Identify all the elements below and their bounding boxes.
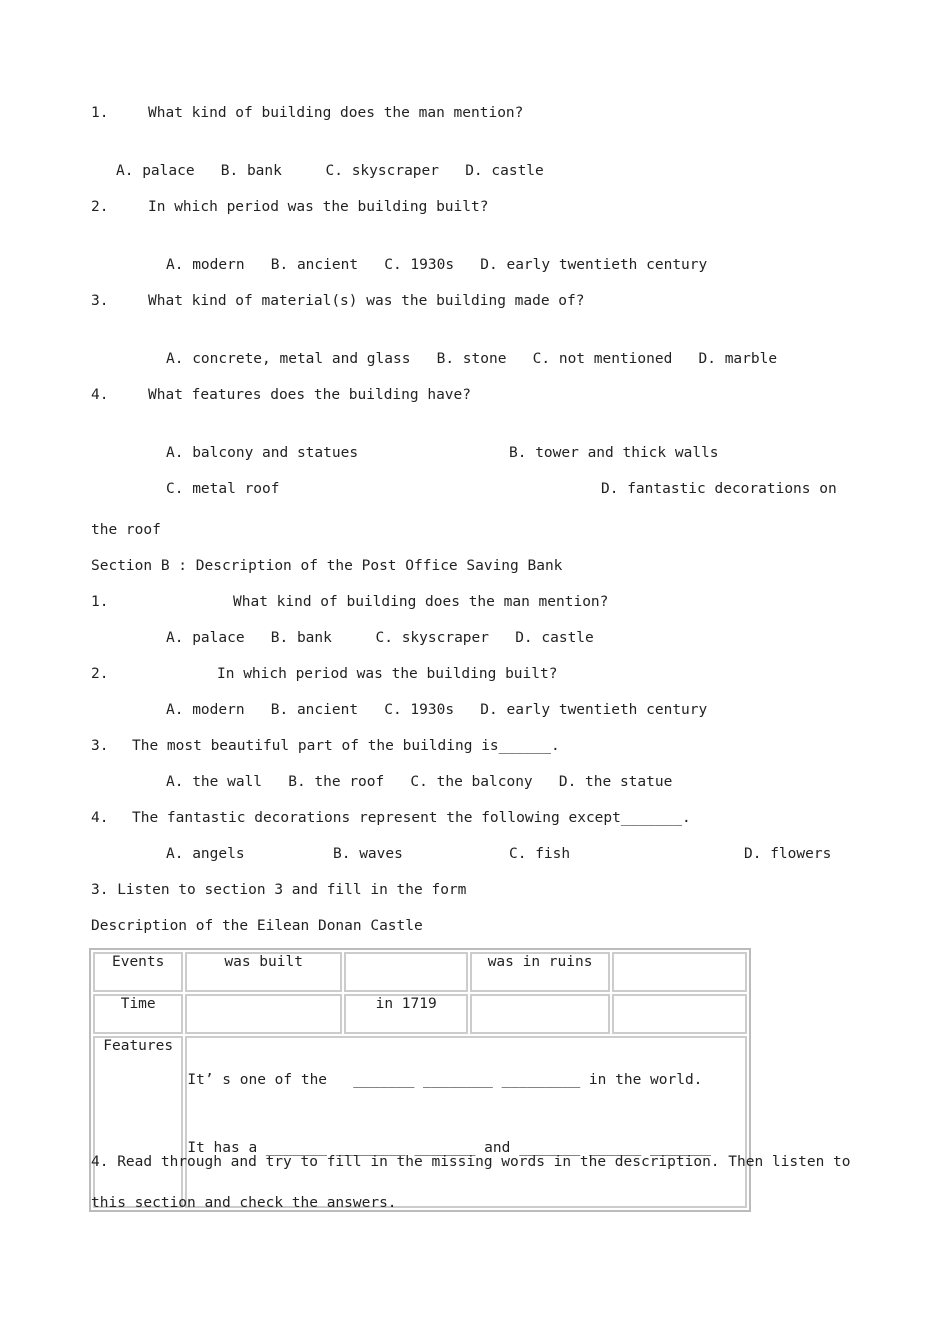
features-cell[interactable] (185, 1036, 747, 1208)
question-text: In which period was the building built? (217, 666, 558, 682)
answer-options: A. concrete, metal and glass B. stone C. not mentioned D. marble (166, 351, 778, 367)
castle-form-table (89, 948, 751, 1212)
answer-options: A. modern B. ancient C. 1930s D. early twentieth century (166, 702, 708, 718)
answer-options: A. the wall B. the roof C. the balcony D. the statue (166, 774, 673, 790)
answer-option-wrap: the roof (91, 522, 161, 538)
question-number: 3. (91, 738, 109, 754)
form-title: Description of the Eilean Donan Castle (91, 918, 423, 934)
row-label-time: Time (93, 994, 183, 1034)
question-text: What kind of material(s) was the building made of? (148, 293, 585, 309)
row-label-events: Events (93, 952, 183, 992)
question-number: 1. (91, 105, 109, 121)
answer-option-b: B. tower and thick walls (509, 445, 719, 461)
answer-option-c: C. metal roof (166, 481, 280, 497)
answer-option-b: B. waves (333, 846, 403, 862)
section4-instruction-line1: 4. Read through and try to fill in the missing words in the description. Then listen to (91, 1154, 851, 1170)
cell-was-built: was built (185, 952, 342, 992)
section-heading: Section B : Description of the Post Office Saving Bank (91, 558, 563, 574)
section-instruction: 3. Listen to section 3 and fill in the form (91, 882, 467, 898)
question-text: In which period was the building built? (148, 199, 489, 215)
features-line-1: It’ s one of the _______ ________ _________ in the world. (187, 1072, 703, 1088)
question-text: What kind of building does the man mention? (148, 105, 524, 121)
table-row-events (93, 952, 747, 992)
question-text: What features does the building have? (148, 387, 472, 403)
features-line-2: It has a _______ ________ _______ and _______ ______ _______ (187, 1140, 712, 1156)
blank-cell[interactable] (470, 994, 609, 1034)
answer-option-a: A. balcony and statues (166, 445, 359, 461)
question-number: 2. (91, 666, 109, 682)
question-text: The fantastic decorations represent the following except_______. (132, 810, 691, 826)
row-label-features: Features (93, 1036, 183, 1208)
answer-options: A. palace B. bank C. skyscraper D. castle (166, 630, 594, 646)
answer-option-a: A. angels (166, 846, 245, 862)
answer-option-d: D. flowers (744, 846, 832, 862)
blank-cell[interactable] (185, 994, 342, 1034)
answer-option-d: D. fantastic decorations on (601, 481, 837, 497)
cell-was-in-ruins: was in ruins (470, 952, 609, 992)
question-number: 3. (91, 293, 109, 309)
answer-options: A. palace B. bank C. skyscraper D. castle (116, 163, 544, 179)
question-number: 4. (91, 810, 109, 826)
blank-cell[interactable] (612, 952, 747, 992)
table-row-features (93, 1036, 747, 1208)
question-number: 4. (91, 387, 109, 403)
answer-options: A. modern B. ancient C. 1930s D. early twentieth century (166, 257, 708, 273)
answer-option-c: C. fish (509, 846, 571, 862)
blank-cell[interactable] (612, 994, 747, 1034)
section4-instruction-line2: this section and check the answers. (91, 1195, 397, 1211)
cell-in-1719: in 1719 (344, 994, 468, 1034)
question-number: 2. (91, 199, 109, 215)
table-row-time (93, 994, 747, 1034)
question-number: 1. (91, 594, 109, 610)
question-text: What kind of building does the man mention? (233, 594, 609, 610)
blank-cell[interactable] (344, 952, 468, 992)
question-text: The most beautiful part of the building is______. (132, 738, 560, 754)
